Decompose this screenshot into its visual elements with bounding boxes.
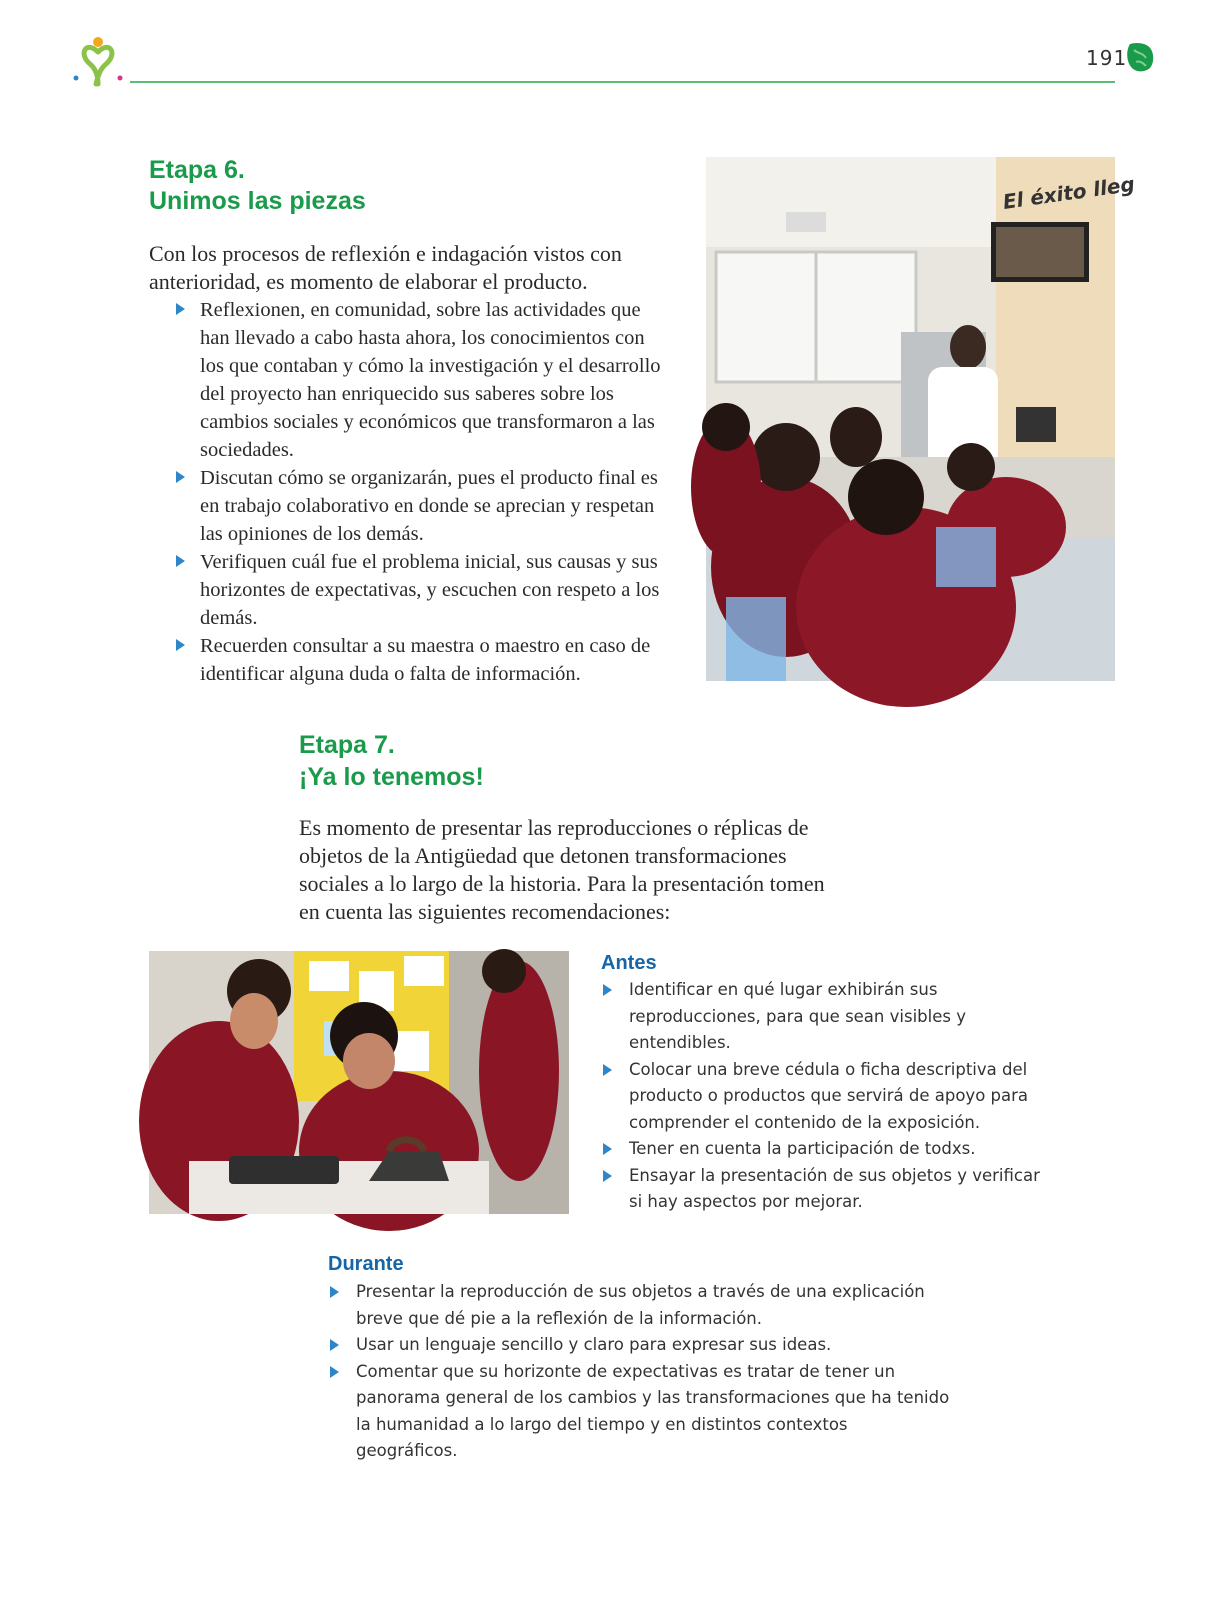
list-item xyxy=(601,1057,1051,1137)
etapa-6-subtitle: Unimos las piezas xyxy=(149,187,366,215)
triangle-bullet-icon xyxy=(603,1170,612,1182)
etapa-6-title: Etapa 6. xyxy=(149,156,245,184)
etapa-7-intro: Es momento de presentar las reproducciones o réplicas de objetos de la Antigüedad que detonen transformaciones sociales a lo largo de la historia. Para la presentación tomen en cuenta las siguientes recomendaciones: xyxy=(299,815,825,924)
list-item-text: Tener en cuenta la participación de todxs. xyxy=(629,1139,976,1158)
list-item-text: Identificar en qué lugar exhibirán sus reproducciones, para que sean visibles y entendibles. xyxy=(629,980,966,1052)
list-item-text: Comentar que su horizonte de expectativas es tratar de tener un panorama general de los cambios y las transformaciones que ha tenido la humanidad a lo largo del tiempo y en distintos contextos geográficos. xyxy=(356,1361,950,1460)
triangle-bullet-icon xyxy=(176,471,185,483)
etapa-7-title: Etapa 7. xyxy=(299,731,395,759)
etapa-7-subtitle: ¡Ya lo tenemos! xyxy=(299,763,484,791)
students-photo xyxy=(149,951,569,1214)
triangle-bullet-icon xyxy=(176,639,185,651)
triangle-bullet-icon xyxy=(330,1339,339,1351)
list-item-text: Usar un lenguaje sencillo y claro para expresar sus ideas. xyxy=(356,1335,832,1354)
durante-bullet-list xyxy=(328,1279,953,1465)
list-item xyxy=(601,1163,1051,1216)
list-item xyxy=(601,977,1051,1057)
list-item-text: Colocar una breve cédula o ficha descriptiva del producto o productos que servirá de apoyo para comprender el contenido de la exposición. xyxy=(629,1059,1029,1132)
triangle-bullet-icon xyxy=(330,1366,339,1378)
list-item-text: Discutan cómo se organizarán, pues el producto final es en trabajo colaborativo en donde se aprecian y respetan las opiniones de los demás. xyxy=(200,467,658,545)
durante-heading: Durante xyxy=(328,1253,404,1275)
header-rule xyxy=(130,81,1115,83)
list-item-text: Recuerden consultar a su maestra o maestro en caso de identificar alguna duda o falta de información. xyxy=(200,635,651,685)
triangle-bullet-icon xyxy=(603,984,612,996)
list-item-text: Reflexionen, en comunidad, sobre las actividades que han llevado a cabo hasta ahora, los conocimientos con los que contaban y cómo la investigación y el desarrollo del proyecto han enriquecido sus saberes sobre los cambios sociales y económicos que transformaron a las sociedades. xyxy=(200,299,661,461)
list-item xyxy=(328,1359,953,1465)
etapa-6-bullet-list xyxy=(174,296,666,688)
antes-bullet-list xyxy=(601,977,1051,1216)
list-item xyxy=(174,548,666,632)
etapa-6-intro: Con los procesos de reflexión e indagación vistos con anterioridad, es momento de elaborar el producto. xyxy=(149,241,622,294)
list-item xyxy=(328,1279,953,1332)
green-leaf-icon xyxy=(1124,40,1156,74)
triangle-bullet-icon xyxy=(603,1143,612,1155)
photo-sign-text: El éxito lleg xyxy=(1001,171,1137,214)
triangle-bullet-icon xyxy=(603,1064,612,1076)
triangle-bullet-icon xyxy=(176,303,185,315)
antes-heading: Antes xyxy=(601,952,657,974)
list-item xyxy=(174,296,666,464)
sprout-figure-logo xyxy=(72,34,124,86)
list-item xyxy=(601,1136,1051,1163)
page-number: 191 xyxy=(1086,46,1128,70)
triangle-bullet-icon xyxy=(330,1286,339,1298)
list-item-text: Ensayar la presentación de sus objetos y verificar si hay aspectos por mejorar. xyxy=(629,1165,1040,1211)
list-item xyxy=(174,632,666,688)
classroom-photo xyxy=(706,157,1137,681)
list-item xyxy=(174,464,666,548)
list-item-text: Verifiquen cuál fue el problema inicial, sus causas y sus horizontes de expectativas, y escuchen con respeto a los demás. xyxy=(200,551,660,629)
triangle-bullet-icon xyxy=(176,555,185,567)
list-item xyxy=(328,1332,953,1359)
list-item-text: Presentar la reproducción de sus objetos a través de una explicación breve que dé pie a la reflexión de la información. xyxy=(356,1282,925,1328)
